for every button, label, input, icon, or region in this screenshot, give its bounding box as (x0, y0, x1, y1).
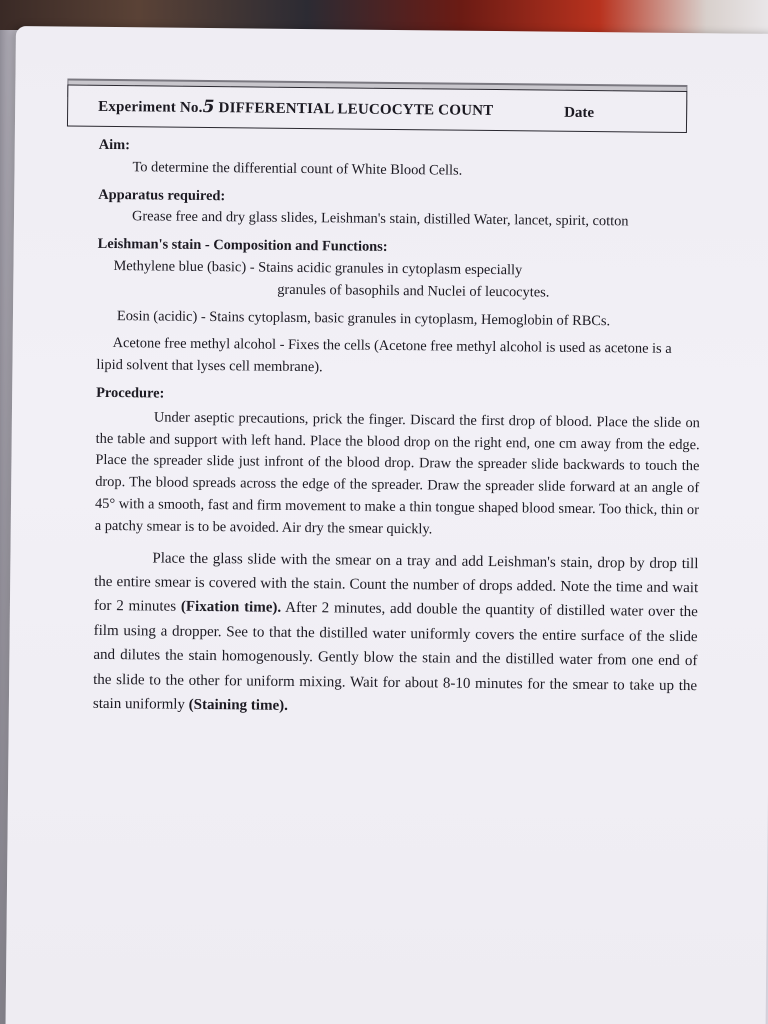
fixation-time-label: (Fixation time). (180, 599, 282, 617)
date-label: Date (564, 104, 595, 122)
methylene-blue-line1: Methylene blue (basic) - Stains acidic granules in cytoplasm especially (113, 258, 523, 279)
aim-text: To determine the differential count of White Blood Cells. (132, 159, 463, 179)
experiment-header-box (67, 85, 687, 133)
procedure-paragraph-2 (93, 545, 699, 722)
eosin-text: Eosin (acidic) - Stains cytoplasm, basic granules in cytoplasm, Hemoglobin of RBCs. (116, 307, 611, 329)
document-page (5, 26, 768, 1024)
apparatus-text: Grease free and dry glass slides, Leishman's stain, distilled Water, lancet, spirit, cotton (131, 208, 629, 230)
experiment-prefix: Experiment No. (98, 98, 203, 116)
document-body (93, 135, 703, 723)
aim-heading: Aim: (98, 136, 131, 154)
procedure-heading: Procedure: (96, 384, 165, 402)
methylene-blue-line2: granules of basophils and Nuclei of leucocytes. (277, 281, 550, 301)
experiment-heading: DIFFERENTIAL LEUCOCYTE COUNT (218, 100, 494, 120)
experiment-title (98, 96, 493, 120)
apparatus-heading: Apparatus required: (98, 186, 226, 204)
procedure-paragraph-2-part2: After 2 minutes, add double the quantity of distilled water over the film using a dropper. See to that the distilled water uniformly covers the entire surface of the slide and dilutes the stain homogenously. Gently blow the stain and the distilled water from one end of the slide to the other for uniform mixing. Wait for about 8-10 minutes for the smear to take up the stain uniformly (92, 600, 698, 713)
experiment-number: 5 (202, 96, 215, 118)
stain-heading: Leishman's stain - Composition and Functions: (97, 236, 388, 256)
procedure-paragraph-1: Under aseptic precautions, prick the finger. Discard the first drop of blood. Place the slide on the table and support with left hand. Place the blood drop on the right end, one cm away from the edge. Place the spreader slide just infront of the blood drop. Draw the spreader slide backwards to touch the drop. The blood spreads across the edge of the spreader. Draw the spreader slide forward at an angle of 45° with a smooth, fast and firm movement to make a thin tongue shaped blood smear. Too thick, thin or a patchy smear is to be avoided. Air dry the smear quickly. (94, 409, 700, 538)
staining-time-label: (Staining time). (188, 696, 288, 714)
acetone-text: Acetone free methyl alcohol - Fixes the cells (Acetone free methyl alcohol is used as acetone is a lipid solvent that lyses cell membrane). (96, 335, 672, 376)
procedure-paragraph-2-part1: Place the glass slide with the smear on a tray and add Leishman's stain, drop by drop till the entire smear is covered with the stain. Count the number of drops added. Note the time and wait for 2 minutes (93, 550, 699, 616)
